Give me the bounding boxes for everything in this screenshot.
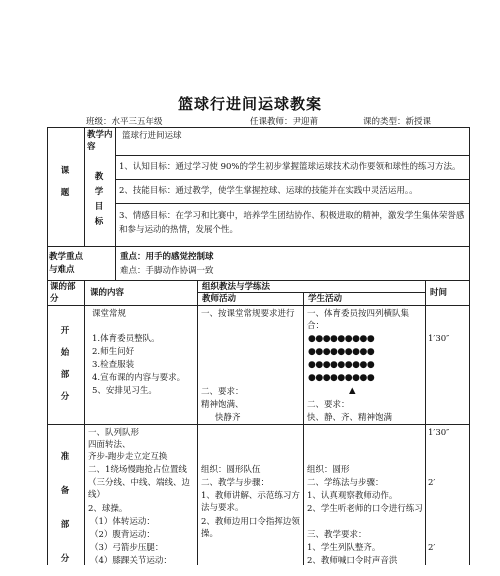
key-point: 重点：用手的感觉控制球 [120,252,214,262]
s1-teacher-2: 精神饱满、 [201,400,244,410]
key-label: 教学重点与难点 [49,252,84,275]
s2-student-1: 二、学练法与步骤： [307,478,384,488]
s2-teacher-1: 二、教学与步骤： [201,478,270,488]
s2-content-5: 2、球操。 [88,504,128,514]
s2-teacher-2: 1、教师讲解、示范练习方法与要求。 [201,491,300,513]
header-org: 组织教法与学练法 [202,282,271,292]
s1-content-3: 3.检查服装 [92,360,135,370]
s2-content-3: 二、1绕场慢跑抢占位置线 [88,465,187,475]
formation-row: ●●●●●●●●● [308,347,375,357]
s2-student-6: 2、教师喊口令时声音洪 [307,556,398,566]
s2-teacher-0: 组织：圆形队伍 [201,465,261,475]
s1-student-2: 快、静、齐、精神饱满 [307,413,393,423]
topic-section-label: 课题 [60,166,70,198]
header-part: 课的部分 [50,282,76,304]
s1-content-5: 5、安排见习生。 [92,386,157,396]
s2-student-4: 三、教学要求： [307,530,367,540]
s1-teacher-3: 快静齐 [215,413,241,423]
s1-content-0: 课堂常规 [92,309,127,319]
s2-content-4: （三分线、中线、端线、边线） [88,478,191,500]
teacher-info: 任课教师：尹迎莆 [250,117,319,127]
s2-content-7: （2）腹背运动： [90,530,155,540]
s2-content-9: （4）膝踝关节运动： [90,556,172,566]
lesson-type-info: 课的类型：新授课 [363,117,432,127]
s2-content-6: （1）体转运动： [90,517,155,527]
s1-content-4: 4.宣布课的内容与要求。 [92,373,186,383]
lesson-content: 篮球行进间运球 [122,131,182,141]
s2-content-1: 四面转法、 [88,440,131,450]
prep-section-label: 准备部分 [60,452,70,564]
header-student: 学生活动 [308,294,343,304]
s2-content-8: （3）弓箭步压腿： [90,543,164,553]
s2-student-5: 1、学生列队整齐。 [307,543,381,553]
goal-skill: 2、技能目标：通过教学，使学生掌握控球、运球的技能并在实践中灵活运用。。 [119,186,418,196]
s2-content-2: 齐步-跑步走立定互换 [88,452,168,462]
content-label: 教学内容 [87,130,113,152]
goal-emotional: 3、情感目标：在学习和比赛中，培养学生团结协作、积极进取的精神，激发学生集体荣誉感和参与运动的热情，发展个性。 [119,211,465,235]
s1-student-0: 一、体育委员按四列横队集合： [307,309,410,331]
s1-teacher-0: 一、按课堂常规要求进行 [201,309,295,319]
goal-cognitive: 1、认知目标：通过学习使 90%的学生初步掌握篮球运球技术动作要领和球性的练习方法。 [119,162,461,172]
page-title: 篮球行进间运球教案 [177,95,322,113]
formation-row: ●●●●●●●●● [308,360,375,370]
header-teacher: 教师活动 [202,294,237,304]
s2-student-3: 2、学生听老师的口令进行练习 [307,504,423,514]
s1-content-1: 1.体育委员整队。 [92,334,160,344]
s2-time-2: 2′ [428,478,436,488]
start-section-label: 开始部分 [60,326,70,402]
class-info: 班级：水平三五年级 [86,117,163,127]
s2-student-0: 组织：圆形 [307,465,350,475]
s2-time-3: 2′ [428,543,436,553]
s2-student-2: 1、认真观察教师动作。 [307,491,398,501]
header-time: 时间 [430,288,448,298]
teacher-marker-icon: ▲ [349,386,356,396]
formation-row: ●●●●●●●●● [308,334,375,344]
difficulty: 难点：手脚动作协调一致 [120,266,214,276]
goals-label: 教学目标 [94,172,104,227]
s1-teacher-1: 二、要求： [201,387,244,397]
formation-row: ●●●●●●●●● [308,373,375,383]
s1-student-1: 二、要求： [307,400,350,410]
s2-time-1: 1′30″ [428,428,450,438]
s1-time: 1′30″ [428,334,450,344]
s2-content-0: 一、队列队形 [88,428,140,438]
s2-teacher-3: 2、教师边用口令指挥边领操。 [201,517,300,539]
s1-content-2: 2.师生问好 [92,347,135,357]
header-content: 课的内容 [90,288,125,298]
